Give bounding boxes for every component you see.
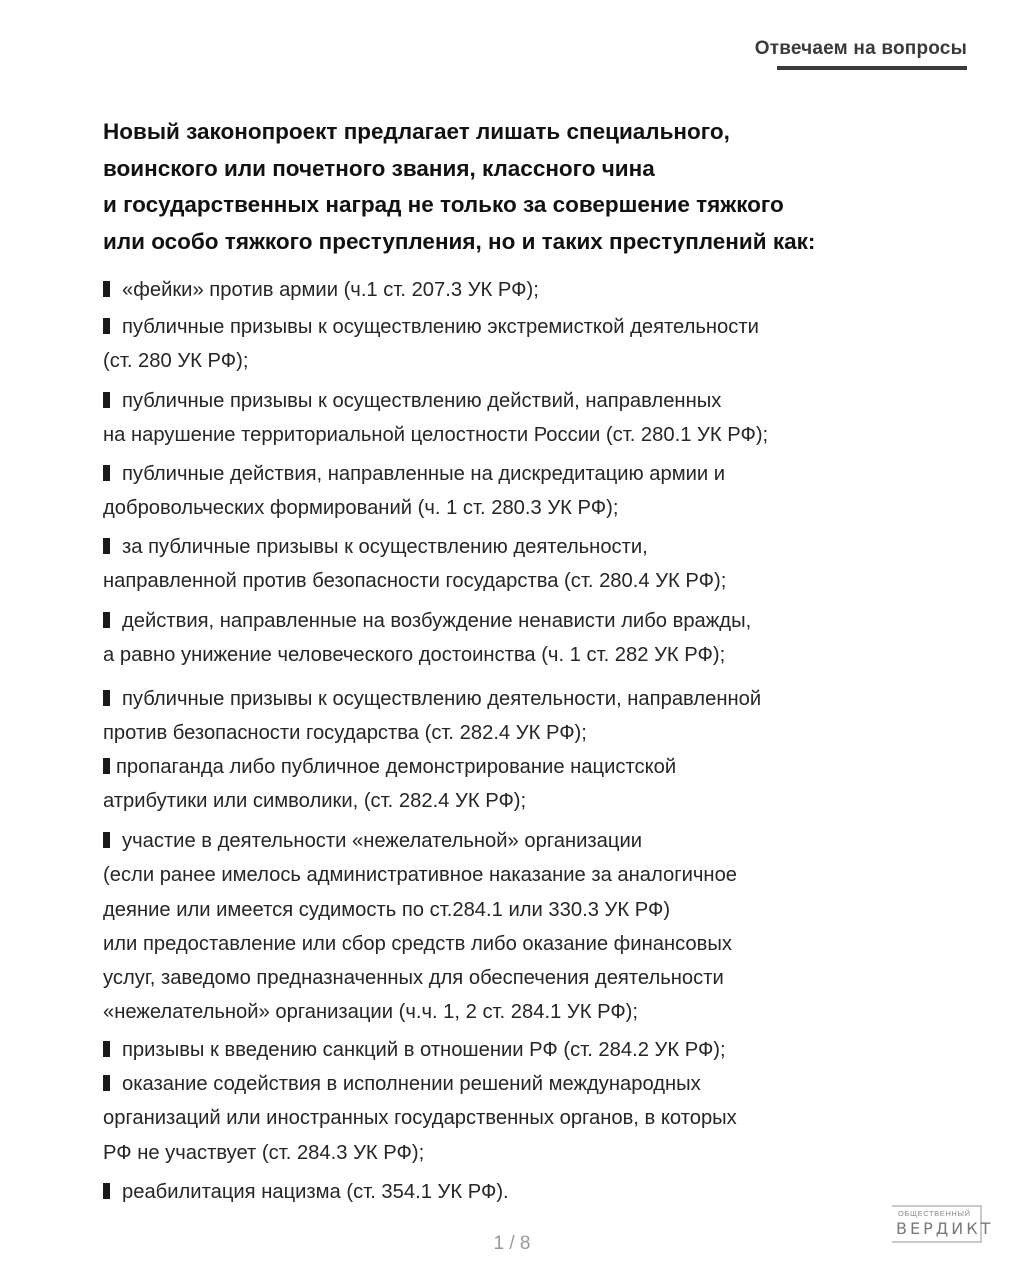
bullet-marker (103, 538, 110, 554)
list-item-text: «нежелательной» организации (ч.ч. 1, 2 ст. 284.1 УК РФ); (103, 1001, 639, 1024)
section-tag: Отвечаем на вопросы (754, 38, 967, 59)
list-item-text: (ст. 280 УК РФ); (103, 350, 249, 373)
list-item (103, 1067, 923, 1170)
list-item-text: публичные призывы к осуществлению действий, направленных (122, 390, 722, 412)
list-item-text: за публичные призывы к осуществлению деятельности, (122, 536, 648, 558)
list-item (103, 457, 923, 526)
bullet-marker (103, 281, 110, 297)
list-item-text: деяние или имеется судимость по ст.284.1 или 330.3 УК РФ) (103, 898, 671, 921)
list-item-text: а равно унижение человеческого достоинства (ч. 1 ст. 282 УК РФ); (103, 644, 726, 667)
list-item-text: на нарушение территориальной целостности России (ст. 280.1 УК РФ); (103, 424, 769, 447)
list-item-text: или предоставление или сбор средств либо оказание финансовых (103, 932, 732, 955)
bullet-marker (103, 392, 110, 408)
list-item-text: участие в деятельности «нежелательной» организации (122, 830, 643, 852)
bullet-marker (103, 1183, 110, 1199)
headline-line: или особо тяжкого преступления, но и таких преступлений как: (103, 228, 816, 254)
list-item (103, 530, 923, 599)
list-item-text: призывы к введению санкций в отношении РФ (ст. 284.2 УК РФ); (122, 1039, 726, 1061)
list-item-text: направленной против безопасности государства (ст. 280.4 УК РФ); (103, 570, 727, 593)
bullet-marker (103, 318, 110, 334)
headline-line: воинского или почетного звания, классного чина (103, 155, 655, 181)
logo-small-text: ОБЩЕСТВЕННЫЙ (898, 1209, 971, 1218)
list-item (103, 1175, 923, 1209)
list-item-text: РФ не участвует (ст. 284.3 УК РФ); (103, 1141, 425, 1164)
headline-line: Новый законопроект предлагает лишать специального, (103, 119, 730, 144)
list-item-text: действия, направленные на возбуждение ненависти либо вражды, (122, 610, 752, 632)
list-item-text: атрибутики или символики, (ст. 282.4 УК РФ); (103, 790, 527, 813)
logo-big-text: ВЕРДИКТ (896, 1219, 994, 1238)
list-item (103, 604, 923, 673)
list-item-text: публичные действия, направленные на дискредитацию армии и (122, 463, 726, 485)
bullet-marker (103, 1041, 110, 1057)
section-tag-underline (777, 66, 967, 70)
list-item-text: добровольческих формирований (ч. 1 ст. 280.3 УК РФ); (103, 497, 619, 520)
list-item-text: оказание содействия в исполнении решений международных (122, 1073, 701, 1095)
headline-line: и государственных наград не только за совершение тяжкого (103, 192, 784, 217)
list-item-text: пропаганда либо публичное демонстрирование нацистской (116, 756, 677, 778)
list-item-text: публичные призывы к осуществлению экстремисткой деятельности (122, 316, 759, 338)
list-item (103, 310, 923, 379)
list-item-text: реабилитация нацизма (ст. 354.1 УК РФ). (122, 1181, 509, 1203)
list-item (103, 750, 923, 819)
list-item (103, 682, 923, 751)
bullet-marker (103, 832, 110, 848)
list-item (103, 1033, 923, 1067)
list-item-text: услуг, заведомо предназначенных для обеспечения деятельности (103, 967, 724, 990)
verdict-logo (892, 1205, 994, 1243)
list-item-text: организаций или иностранных государственных органов, в которых (103, 1107, 737, 1130)
bullet-marker (103, 612, 110, 628)
list-item-text: публичные призывы к осуществлению деятельности, направленной (122, 688, 762, 710)
bullet-marker (103, 465, 110, 481)
list-item (103, 824, 923, 1030)
list-item (103, 273, 923, 307)
bullet-marker (103, 1075, 110, 1091)
page-indicator: 1 / 8 (493, 1233, 531, 1254)
list-item-text: (если ранее имелось административное наказание за аналогичное (103, 864, 738, 887)
list-item-text: против безопасности государства (ст. 282.4 УК РФ); (103, 722, 587, 745)
bullet-marker (103, 758, 110, 774)
list-item-text: «фейки» против армии (ч.1 ст. 207.3 УК РФ); (122, 279, 539, 301)
headline (103, 114, 903, 260)
list-item (103, 384, 923, 453)
bullet-marker (103, 690, 110, 706)
